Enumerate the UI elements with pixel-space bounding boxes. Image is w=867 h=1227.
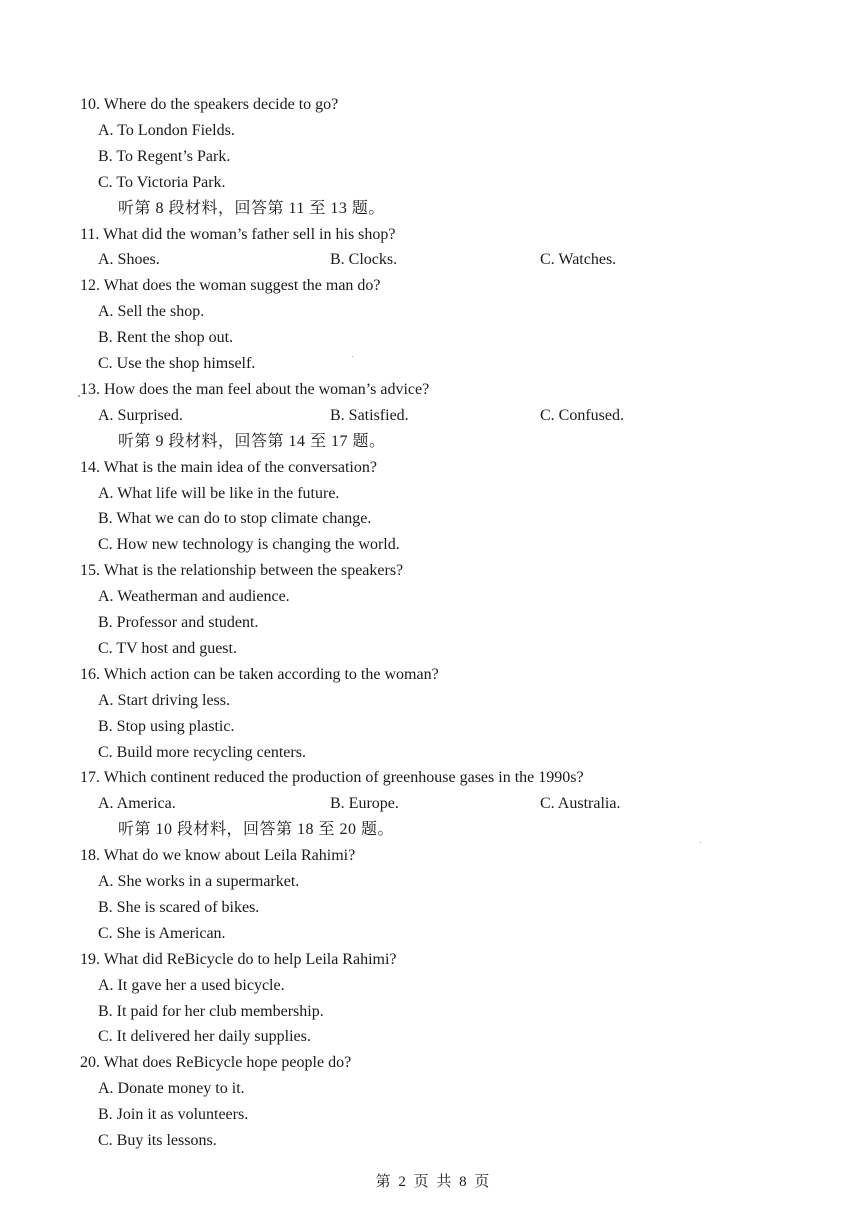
question-stem: 16. Which action can be taken according to the woman? [80, 666, 439, 683]
answer-option: C. She is American. [98, 925, 226, 942]
option-a: A. Shoes. [98, 251, 160, 268]
answer-option: B. What we can do to stop climate change. [98, 510, 372, 527]
scan-speck [700, 842, 701, 843]
page-footer: 第 2 页 共 8 页 [375, 1174, 492, 1190]
answer-option: A. Weatherman and audience. [98, 588, 290, 605]
option-c: C. Confused. [540, 407, 624, 424]
scan-speck [352, 356, 353, 357]
option-b: B. Clocks. [330, 251, 398, 268]
section-instruction: 听第 10 段材料，回答第 18 至 20 题。 [118, 821, 395, 838]
option-b: B. Satisfied. [330, 407, 409, 424]
option-a: A. America. [98, 795, 176, 812]
answer-option: B. To Regent’s Park. [98, 148, 231, 165]
question-stem: 15. What is the relationship between the speakers? [80, 562, 404, 579]
answer-option: B. She is scared of bikes. [98, 899, 260, 916]
answer-option: B. Rent the shop out. [98, 329, 234, 346]
answer-option: A. Sell the shop. [98, 303, 205, 320]
option-a: A. Surprised. [98, 407, 183, 424]
answer-option: A. Donate money to it. [98, 1080, 245, 1097]
answer-option: B. Professor and student. [98, 614, 259, 631]
question-stem: 12. What does the woman suggest the man do? [80, 277, 381, 294]
question-stem: 19. What did ReBicycle do to help Leila Rahimi? [80, 951, 397, 968]
answer-option: A. What life will be like in the future. [98, 485, 340, 502]
answer-option: C. To Victoria Park. [98, 174, 226, 191]
answer-option: A. She works in a supermarket. [98, 873, 300, 890]
section-instruction: 听第 9 段材料，回答第 14 至 17 题。 [118, 433, 386, 450]
question-stem: 13. How does the man feel about the woman’s advice? [80, 381, 430, 398]
section-instruction: 听第 8 段材料，回答第 11 至 13 题。 [118, 200, 385, 217]
answer-option: B. Stop using plastic. [98, 718, 235, 735]
answer-option: A. It gave her a used bicycle. [98, 977, 285, 994]
answer-option: A. Start driving less. [98, 692, 230, 709]
answer-option: C. Use the shop himself. [98, 355, 256, 372]
answer-option: B. Join it as volunteers. [98, 1106, 249, 1123]
answer-option: C. How new technology is changing the world. [98, 536, 400, 553]
answer-option: C. Buy its lessons. [98, 1132, 217, 1149]
question-stem: 17. Which continent reduced the production of greenhouse gases in the 1990s? [80, 769, 584, 786]
question-stem: 20. What does ReBicycle hope people do? [80, 1054, 352, 1071]
option-c: C. Watches. [540, 251, 617, 268]
scan-speck [78, 395, 80, 397]
question-stem: 18. What do we know about Leila Rahimi? [80, 847, 356, 864]
answer-option: C. Build more recycling centers. [98, 744, 306, 761]
question-stem: 11. What did the woman’s father sell in his shop? [80, 226, 396, 243]
option-b: B. Europe. [330, 795, 399, 812]
option-c: C. Australia. [540, 795, 621, 812]
answer-option: C. It delivered her daily supplies. [98, 1028, 311, 1045]
answer-option: B. It paid for her club membership. [98, 1003, 324, 1020]
question-stem: 14. What is the main idea of the conversation? [80, 459, 377, 476]
answer-option: C. TV host and guest. [98, 640, 237, 657]
question-stem: 10. Where do the speakers decide to go? [80, 96, 339, 113]
answer-option: A. To London Fields. [98, 122, 235, 139]
